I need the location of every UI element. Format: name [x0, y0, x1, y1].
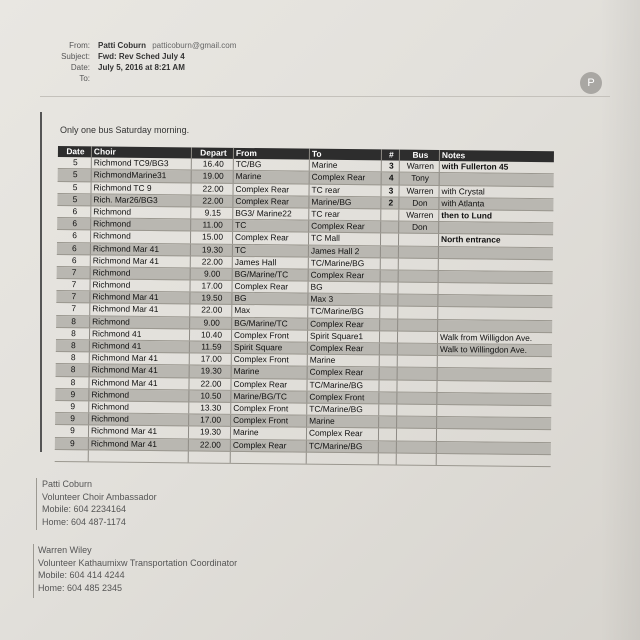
cell-notes — [438, 295, 552, 307]
cell-from: BG3/ Marine22 — [233, 208, 309, 220]
cell-notes — [437, 381, 551, 393]
from-name: Patti Coburn — [98, 41, 146, 50]
cell-depart: 19.30 — [190, 366, 232, 378]
cell-to: Max 3 — [308, 294, 380, 306]
cell-choir: Richmond Mar 41 — [90, 292, 190, 304]
cell-number — [380, 319, 398, 330]
cell-from: Complex Front — [232, 354, 308, 366]
cell-number — [379, 441, 397, 452]
cell-from: Complex Rear — [231, 439, 307, 451]
cell-bus: Don — [399, 222, 439, 234]
cell-date: 7 — [57, 267, 91, 279]
cell-depart: 22.00 — [189, 439, 231, 451]
cell-depart: 22.00 — [189, 378, 231, 390]
cell-notes — [439, 271, 553, 283]
cell-choir: Richmond Mar 41 — [89, 438, 189, 450]
cell-to: BG — [308, 282, 380, 294]
sender-avatar: P — [580, 72, 602, 94]
cell-number: 3 — [382, 161, 400, 172]
cell-to: TC/Marine/BG — [307, 440, 379, 452]
cell-depart: 11.00 — [191, 220, 233, 232]
cell-depart: 19.30 — [189, 427, 231, 439]
table-body — [55, 157, 554, 467]
cell-notes — [437, 441, 551, 453]
cell-depart: 19.30 — [191, 244, 233, 256]
cell-to: Complex Rear — [308, 367, 380, 379]
cell-date: 6 — [57, 218, 91, 230]
subject-row — [40, 51, 560, 62]
cell-date: 8 — [56, 316, 90, 328]
cell-date: 8 — [55, 377, 89, 389]
empty-cell — [55, 450, 89, 462]
cell-depart: 15.00 — [191, 232, 233, 244]
sig1-name: Patti Coburn — [42, 479, 93, 489]
sig1-mobile: Mobile: 604 2234164 — [42, 504, 127, 514]
cell-choir: Richmond — [91, 231, 191, 243]
cell-from: Marine — [234, 171, 310, 183]
cell-number — [379, 404, 397, 415]
date-label: Date: — [70, 63, 90, 72]
cell-bus: Warren — [399, 210, 439, 222]
cell-depart: 13.30 — [189, 402, 231, 414]
cell-choir: Richmond — [90, 316, 190, 328]
cell-to: TC rear — [309, 184, 381, 196]
cell-date: 9 — [55, 437, 89, 449]
cell-choir: Richmond Mar 41 — [91, 255, 191, 267]
cell-bus — [398, 356, 438, 368]
cell-depart: 10.50 — [189, 390, 231, 402]
sig1-home: Home: 604 487-1174 — [42, 516, 126, 527]
cell-notes — [438, 368, 552, 380]
cell-date: 6 — [57, 230, 91, 242]
cell-number — [380, 356, 398, 367]
cell-depart: 22.00 — [190, 305, 232, 317]
cell-date: 7 — [56, 291, 90, 303]
cell-choir: RichmondMarine31 — [92, 170, 192, 182]
sig1-title: Volunteer Choir Ambassador — [42, 491, 157, 502]
cell-notes — [437, 429, 551, 441]
cell-from: Complex Rear — [232, 281, 308, 293]
cell-depart: 22.00 — [192, 183, 234, 195]
cell-date: 8 — [56, 328, 90, 340]
cell-number — [380, 295, 398, 306]
cell-number — [379, 392, 397, 403]
cell-bus — [399, 258, 439, 270]
from-row — [40, 40, 560, 51]
cell-choir: Richmond Mar 41 — [90, 304, 190, 316]
cell-choir: Richmond Mar 41 — [90, 365, 190, 377]
cell-number — [379, 429, 397, 440]
cell-notes — [438, 356, 552, 368]
cell-to: James Hall 2 — [309, 245, 381, 257]
cell-from: BG — [232, 293, 308, 305]
cell-notes — [439, 259, 553, 271]
empty-cell — [397, 453, 437, 465]
cell-date: 8 — [56, 340, 90, 352]
cell-notes — [437, 417, 551, 429]
sig2-title: Volunteer Kathaumixw Transportation Coordinator — [38, 557, 238, 568]
cell-date: 5 — [58, 182, 92, 194]
cell-to: TC rear — [309, 209, 381, 221]
cell-to: Complex Rear — [307, 428, 379, 440]
cell-choir: Richmond — [89, 413, 189, 425]
signature-1 — [42, 478, 157, 528]
cell-bus — [397, 441, 437, 453]
cell-from: Complex Front — [231, 415, 307, 427]
cell-notes — [437, 393, 551, 405]
from-value — [98, 40, 236, 51]
cell-choir: Richmond Mar 41 — [89, 426, 189, 438]
cell-from: Marine — [231, 427, 307, 439]
cell-bus — [398, 344, 438, 356]
sig2-name: Warren Wiley — [38, 545, 92, 555]
cell-to: TC/Marine/BG — [309, 257, 381, 269]
cell-from: Complex Rear — [231, 378, 307, 390]
cell-date: 9 — [55, 389, 89, 401]
cell-from: TC — [233, 244, 309, 256]
cell-notes — [438, 307, 552, 319]
cell-choir: Rich. Mar26/BG3 — [91, 194, 191, 206]
cell-number — [381, 258, 399, 269]
cell-depart: 9.00 — [191, 268, 233, 280]
cell-notes — [438, 283, 552, 295]
cell-number — [380, 331, 398, 342]
cell-depart: 16.40 — [192, 159, 234, 171]
cell-number: 2 — [381, 197, 399, 208]
cell-date: 8 — [56, 352, 90, 364]
cell-from: Marine/BG/TC — [231, 391, 307, 403]
cell-to: Marine — [308, 355, 380, 367]
col-notes: Notes — [441, 150, 466, 161]
cell-from: Complex Rear — [233, 196, 309, 208]
cell-from: Marine — [232, 366, 308, 378]
empty-cell — [379, 453, 397, 464]
quote-bar — [40, 112, 42, 452]
empty-cell — [189, 451, 231, 463]
signature-2 — [38, 544, 237, 594]
cell-choir: Richmond — [91, 267, 191, 279]
cell-bus — [398, 319, 438, 331]
col-depart: Depart — [192, 147, 234, 159]
cell-to: Complex Rear — [308, 343, 380, 355]
cell-notes: with Atlanta — [441, 197, 485, 209]
col-bus: Bus — [400, 150, 440, 162]
cell-from: Complex Front — [232, 330, 308, 342]
cell-to: Complex Rear — [308, 318, 380, 330]
to-row — [40, 73, 560, 84]
cell-notes: with Fullerton 45 — [441, 161, 509, 172]
cell-to: TC Mall — [309, 233, 381, 245]
cell-bus: Warren — [399, 185, 439, 197]
cell-choir: Richmond — [89, 389, 189, 401]
cell-date: 8 — [56, 364, 90, 376]
cell-bus: Warren — [400, 161, 440, 173]
cell-depart: 17.00 — [189, 415, 231, 427]
cell-depart: 17.00 — [190, 280, 232, 292]
col-choir: Choir — [92, 146, 192, 158]
subject-label: Subject: — [61, 52, 90, 61]
cell-bus: Tony — [400, 173, 440, 185]
cell-notes — [439, 246, 553, 258]
empty-cell — [437, 454, 551, 466]
cell-to: Complex Rear — [310, 172, 382, 184]
cell-notes — [440, 173, 554, 185]
cell-to: Marine — [307, 416, 379, 428]
cell-date: 9 — [55, 425, 89, 437]
cell-bus — [397, 380, 437, 392]
cell-to: Complex Front — [307, 391, 379, 403]
cell-from: Complex Front — [231, 403, 307, 415]
cell-to: TC/Marine/BG — [308, 306, 380, 318]
empty-cell — [307, 452, 379, 464]
cell-notes: Walk to Willingdon Ave. — [439, 344, 527, 355]
col-number: # — [382, 149, 400, 160]
cell-depart: 9.00 — [190, 317, 232, 329]
cell-depart: 19.00 — [192, 171, 234, 183]
cell-from: Max — [232, 305, 308, 317]
cell-notes: North entrance — [440, 234, 501, 245]
cell-notes: with Crystal — [441, 185, 485, 197]
cell-date: 6 — [57, 206, 91, 218]
cell-from: Complex Rear — [233, 232, 309, 244]
cell-choir: Richmond — [90, 279, 190, 291]
cell-to: TC/Marine/BG — [307, 379, 379, 391]
empty-cell — [89, 450, 189, 462]
intro-text: Only one bus Saturday morning. — [60, 125, 190, 135]
cell-choir: Richmond TC9/BG3 — [92, 158, 192, 170]
cell-notes: then to Lund — [441, 209, 493, 221]
subject-value: Fwd: Rev Sched July 4 — [98, 52, 185, 61]
cell-choir: Richmond — [89, 401, 189, 413]
cell-to: Marine/BG — [309, 196, 381, 208]
cell-choir: Richmond Mar 41 — [90, 353, 190, 365]
cell-date: 6 — [57, 255, 91, 267]
cell-notes: Walk from Willigdon Ave. — [439, 331, 533, 343]
sig2-mobile: Mobile: 604 414 4244 — [38, 570, 125, 580]
cell-from: Spirit Square — [232, 342, 308, 354]
date-value: July 5, 2016 at 8:21 AM — [98, 63, 185, 72]
col-from: From — [234, 148, 310, 160]
cell-notes — [439, 222, 553, 234]
cell-notes — [438, 320, 552, 332]
cell-depart: 17.00 — [190, 354, 232, 366]
cell-date: 7 — [56, 303, 90, 315]
cell-number — [380, 368, 398, 379]
cell-depart: 22.00 — [191, 256, 233, 268]
date-row — [40, 62, 560, 73]
cell-choir: Richmond — [91, 218, 191, 230]
cell-date: 5 — [58, 169, 92, 181]
from-label: From: — [69, 41, 90, 50]
email-header — [40, 40, 560, 84]
cell-date: 7 — [56, 279, 90, 291]
cell-bus — [399, 234, 439, 246]
signature-bar-1 — [36, 478, 37, 530]
cell-number — [380, 343, 398, 354]
cell-number: 3 — [381, 185, 399, 196]
cell-to: Marine — [310, 160, 382, 172]
cell-to: Complex Rear — [309, 270, 381, 282]
cell-to: TC/Marine/BG — [307, 404, 379, 416]
cell-depart: 11.59 — [190, 341, 232, 353]
header-divider — [40, 96, 610, 97]
cell-number — [379, 417, 397, 428]
cell-notes — [437, 405, 551, 417]
cell-bus — [399, 270, 439, 282]
cell-date: 9 — [55, 413, 89, 425]
cell-choir: Richmond Mar 41 — [89, 377, 189, 389]
cell-choir: Richmond Mar 41 — [91, 243, 191, 255]
cell-number — [381, 209, 399, 220]
cell-choir: Richmond TC 9 — [92, 182, 192, 194]
to-label: To: — [79, 74, 90, 83]
cell-bus — [398, 307, 438, 319]
cell-bus — [397, 405, 437, 417]
cell-from: TC — [233, 220, 309, 232]
signature-bar-2 — [33, 544, 34, 598]
cell-choir: Richmond 41 — [90, 340, 190, 352]
cell-bus — [398, 283, 438, 295]
cell-number — [381, 234, 399, 245]
cell-bus: Don — [399, 197, 439, 209]
cell-bus — [397, 392, 437, 404]
cell-to: Complex Rear — [309, 221, 381, 233]
cell-bus — [397, 429, 437, 441]
cell-from: Complex Rear — [234, 183, 310, 195]
cell-choir: Richmond 41 — [90, 328, 190, 340]
cell-number — [380, 307, 398, 318]
bus-schedule-table — [55, 146, 554, 467]
cell-number: 4 — [382, 173, 400, 184]
empty-cell — [231, 452, 307, 464]
cell-from: BG/Marine/TC — [232, 317, 308, 329]
cell-depart: 9.15 — [191, 207, 233, 219]
cell-to: Spirit Square1 — [308, 330, 380, 342]
cell-bus — [397, 417, 437, 429]
col-date: Date — [58, 146, 92, 158]
from-email: patticoburn@gmail.com — [152, 41, 237, 50]
cell-choir: Richmond — [91, 206, 191, 218]
cell-number — [379, 380, 397, 391]
col-to: To — [310, 149, 382, 161]
cell-bus — [399, 246, 439, 258]
cell-from: TC/BG — [234, 159, 310, 171]
cell-bus — [398, 331, 438, 343]
cell-date: 5 — [58, 157, 92, 169]
cell-date: 5 — [57, 194, 91, 206]
cell-depart: 10.40 — [190, 329, 232, 341]
cell-number — [380, 282, 398, 293]
cell-number — [381, 246, 399, 257]
cell-bus — [398, 295, 438, 307]
cell-date: 6 — [57, 242, 91, 254]
cell-bus — [398, 368, 438, 380]
cell-date: 9 — [55, 401, 89, 413]
cell-number — [381, 270, 399, 281]
cell-depart: 22.00 — [191, 195, 233, 207]
cell-from: BG/Marine/TC — [233, 269, 309, 281]
cell-number — [381, 222, 399, 233]
sig2-home: Home: 604 485 2345 — [38, 582, 123, 593]
cell-from: James Hall — [233, 257, 309, 269]
cell-depart: 19.50 — [190, 293, 232, 305]
